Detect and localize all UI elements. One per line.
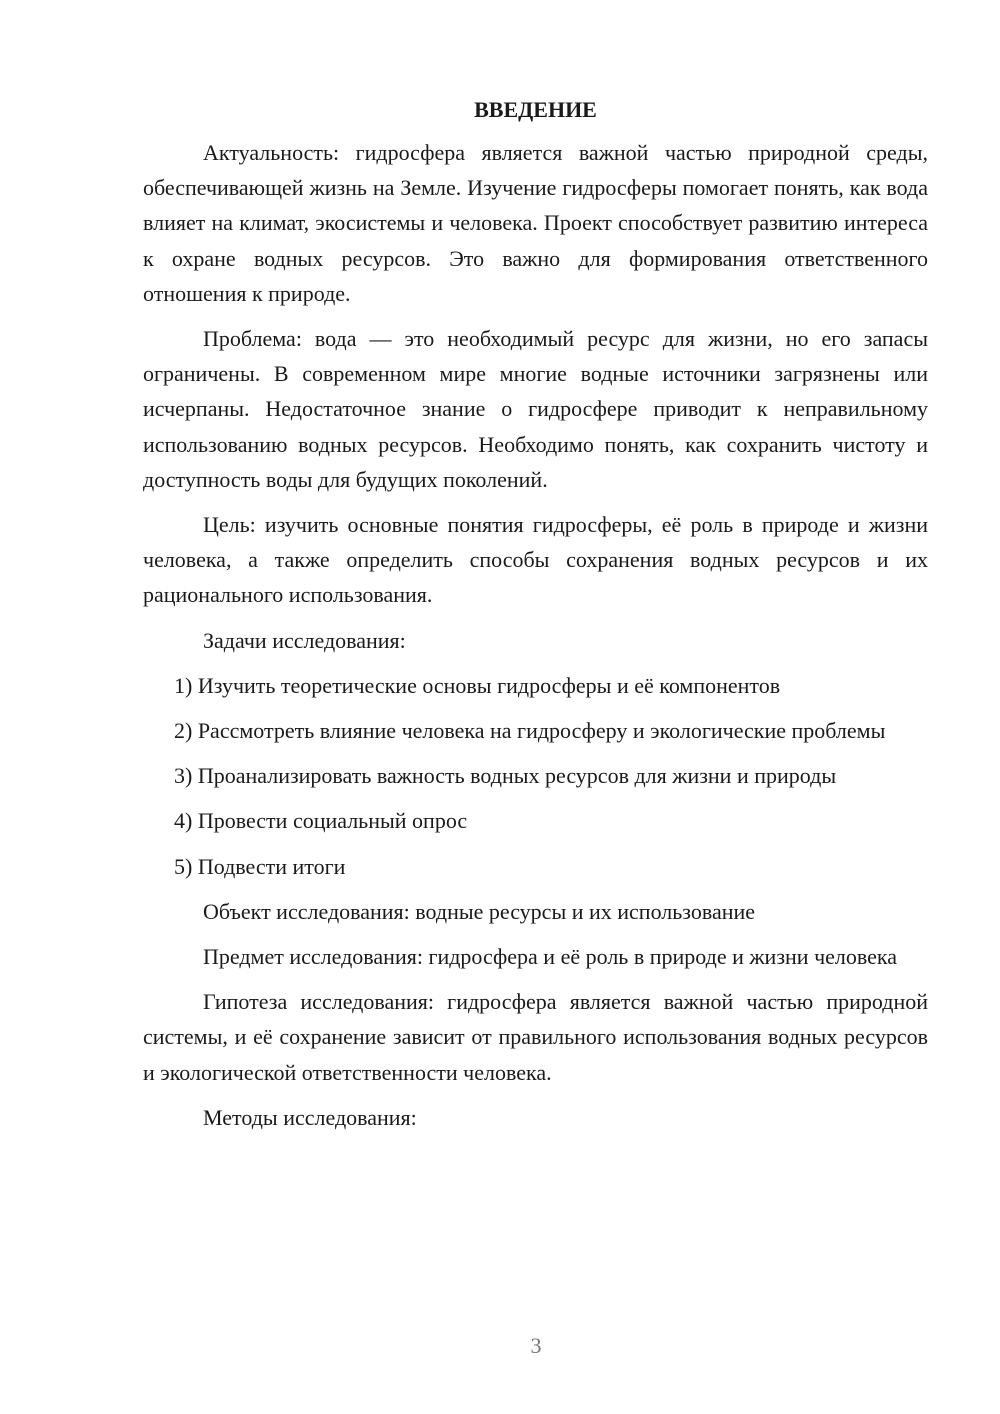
object-paragraph: Объект исследования: водные ресурсы и их использование	[203, 898, 756, 924]
methods-heading: Методы исследования:	[203, 1104, 417, 1130]
tasks-heading: Задачи исследования:	[203, 627, 406, 653]
task-item: 5) Подвести итоги	[174, 853, 346, 879]
document-page	[143, 95, 928, 1145]
page-title: ВВЕДЕНИЕ	[474, 97, 597, 122]
page-number: 3	[530, 1333, 542, 1358]
relevance-paragraph: Актуальность: гидросфера является важной частью природной среды, обеспечивающей жизнь на Земле. Изучение гидросферы помогает понять, как вода влияет на климат, экосистемы и человека. Проект способствует развитию интереса к охране водных ресурсов. Это важно для формирования ответственного отношения к природе.	[143, 140, 928, 306]
task-item: 2) Рассмотреть влияние человека на гидросферу и экологические проблемы	[174, 718, 886, 744]
task-item: 1) Изучить теоретические основы гидросферы и её компонентов	[174, 672, 781, 698]
task-item: 4) Провести социальный опрос	[174, 808, 468, 834]
subject-paragraph: Предмет исследования: гидросфера и её роль в природе и жизни человека	[203, 944, 898, 970]
problem-paragraph: Проблема: вода — это необходимый ресурс для жизни, но его запасы ограничены. В современном мире многие водные источники загрязнены или исчерпаны. Недостаточное знание о гидросфере приводит к неправильному использованию водных ресурсов. Необходимо понять, как сохранить чистоту и доступность воды для будущих поколений.	[143, 326, 928, 492]
task-item: 3) Проанализировать важность водных ресурсов для жизни и природы	[174, 763, 837, 789]
goal-paragraph: Цель: изучить основные понятия гидросферы, её роль в природе и жизни человека, а также определить способы сохранения водных ресурсов и их рационального использования.	[143, 512, 928, 608]
hypothesis-paragraph: Гипотеза исследования: гидросфера является важной частью природной системы, и её сохранение зависит от правильного использования водных ресурсов и экологической ответственности человека.	[143, 989, 928, 1085]
